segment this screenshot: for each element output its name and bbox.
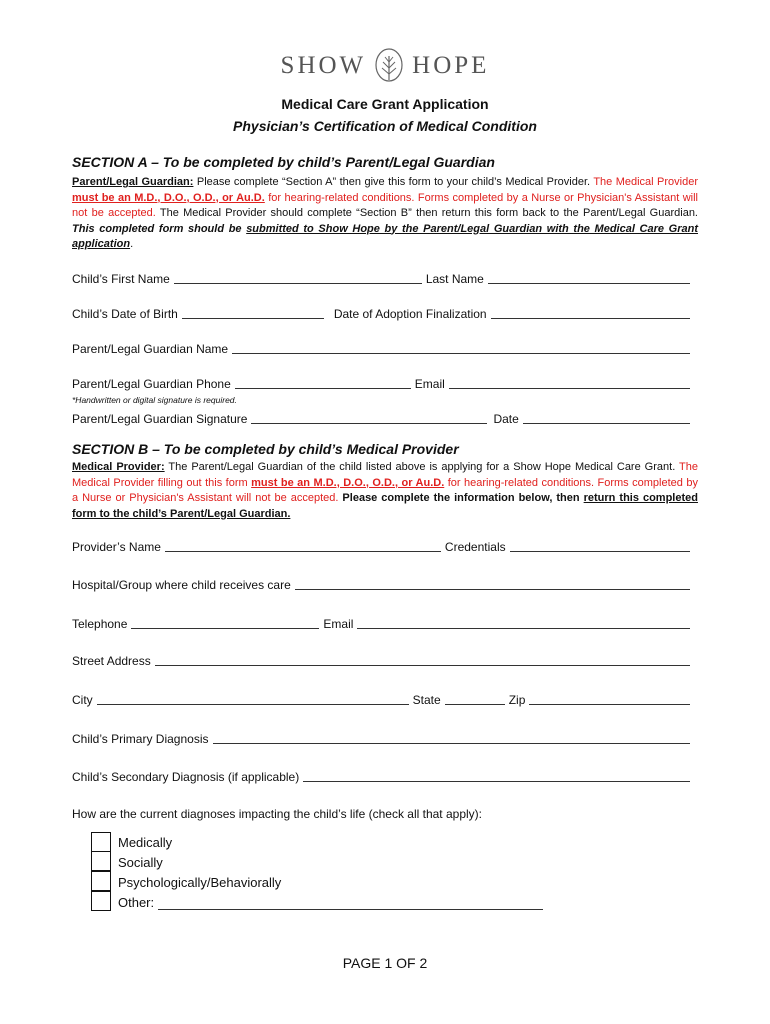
provider-name-field[interactable] — [165, 538, 441, 552]
state-field[interactable] — [445, 691, 505, 705]
logo-word-show: SHOW — [280, 52, 367, 79]
credentials-field[interactable] — [510, 538, 690, 552]
option-psychologically: Psychologically/Behaviorally — [91, 872, 543, 892]
option-medically: Medically — [91, 832, 543, 852]
guardian-contact-row: Parent/Legal Guardian Phone Email — [72, 375, 694, 391]
form-subtitle: Physician’s Certification of Medical Condition — [233, 118, 537, 134]
guardian-name-row: Parent/Legal Guardian Name — [72, 340, 694, 356]
primary-diagnosis-row: Child’s Primary Diagnosis — [72, 730, 694, 746]
option-socially: Socially — [91, 852, 543, 872]
first-name-field[interactable] — [174, 270, 422, 284]
child-name-row: Child’s First Name Last Name — [72, 270, 694, 286]
provider-email-field[interactable] — [357, 615, 690, 629]
section-b-instructions: Medical Provider: The Parent/Legal Guardian of the child listed above is applying for a Show Hope Medical Care Grant. The Medical Provider filling out this form must be an M.D., D.O., O.D., or Au.D. for hearing-related conditions. Forms completed by a Nurse or Physician's Assistant will not be accepted. Please complete the information below, then return this completed form to the child’s Parent/Legal Guardian. — [72, 461, 698, 520]
primary-diagnosis-field[interactable] — [213, 730, 691, 744]
provider-row: Provider’s Name Credentials — [72, 538, 694, 554]
street-row: Street Address — [72, 652, 694, 668]
logo-word-hope: HOPE — [412, 52, 490, 79]
section-a-heading: SECTION A – To be completed by child’s Parent/Legal Guardian — [72, 154, 495, 170]
page-number: PAGE 1 OF 2 — [342, 955, 428, 971]
guardian-phone-field[interactable] — [235, 375, 411, 389]
telephone-field[interactable] — [131, 615, 319, 629]
section-a-instructions: Parent/Legal Guardian: Please complete “Section A” then give this form to your child’s Medical Provider. The Medical Provider must be an M.D., D.O., O.D., or Au.D. for hearing-related conditions. Forms completed by a Nurse or Physician's Assistant will not be accepted. The Medical Provider should complete “Section B” then return this form back to the Parent/Legal Guardian. This completed form should be submitted to Show Hope by the Parent/Legal Guardian with the Medical Care Grant application. — [72, 176, 699, 250]
dob-field[interactable] — [182, 305, 324, 319]
impact-checklist — [91, 832, 543, 912]
guardian-name-field[interactable] — [232, 340, 690, 354]
signature-note: *Handwritten or digital signature is required. — [72, 395, 237, 405]
provider-contact-row: Telephone Email — [72, 615, 694, 631]
option-other: Other: — [91, 892, 543, 912]
other-checkbox[interactable] — [91, 891, 111, 911]
guardian-email-field[interactable] — [449, 375, 690, 389]
form-title: Medical Care Grant Application — [281, 96, 489, 112]
tree-icon — [373, 48, 405, 84]
psychologically-checkbox[interactable] — [91, 871, 111, 891]
hospital-field[interactable] — [295, 576, 690, 590]
zip-field[interactable] — [529, 691, 690, 705]
socially-checkbox[interactable] — [91, 851, 111, 871]
section-b-heading: SECTION B – To be completed by child’s Medical Provider — [72, 441, 459, 457]
signature-row: Parent/Legal Guardian Signature Date — [72, 410, 694, 426]
adoption-date-field[interactable] — [491, 305, 690, 319]
signature-field[interactable] — [251, 410, 487, 424]
signature-date-field[interactable] — [523, 410, 690, 424]
secondary-diagnosis-field[interactable] — [303, 768, 690, 782]
dates-row: Child’s Date of Birth Date of Adoption Finalization — [72, 305, 694, 321]
last-name-field[interactable] — [488, 270, 690, 284]
street-address-field[interactable] — [155, 652, 690, 666]
medically-checkbox[interactable] — [91, 832, 111, 852]
hospital-row: Hospital/Group where child receives care — [72, 576, 694, 592]
impact-question: How are the current diagnoses impacting the child’s life (check all that apply): — [72, 807, 482, 821]
city-field[interactable] — [97, 691, 409, 705]
city-state-zip-row: City State Zip — [72, 691, 694, 707]
other-field[interactable] — [158, 895, 543, 910]
show-hope-logo — [0, 48, 770, 84]
secondary-diagnosis-row: Child’s Secondary Diagnosis (if applicable) — [72, 768, 694, 784]
